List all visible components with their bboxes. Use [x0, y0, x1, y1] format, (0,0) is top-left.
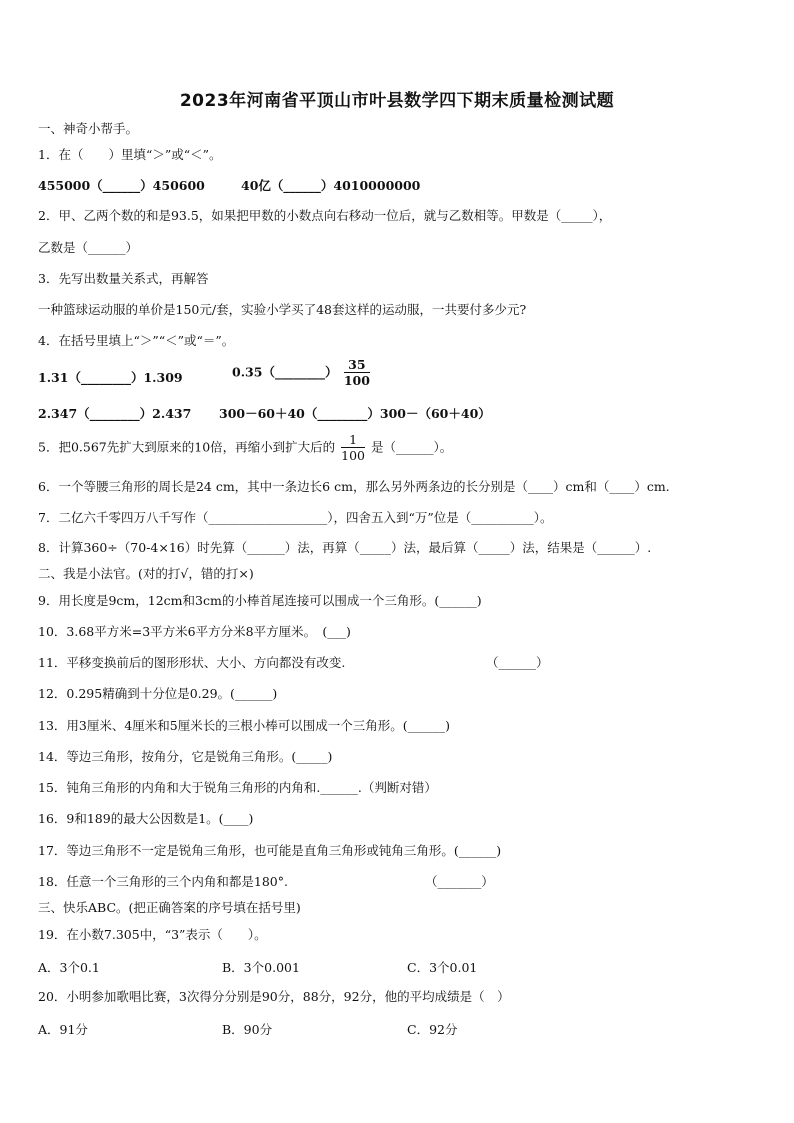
question-17: 17．等边三角形不一定是锐角三角形，也可能是直角三角形或钝角三角形。(______): [38, 843, 502, 858]
question-11: 11．平移变换前后的图形形状、大小、方向都没有改变.: [38, 655, 346, 670]
question-19: 19．在小数7.305中，“3”表示（ ）。: [38, 927, 267, 942]
question-20-option-c: C．92分: [407, 1022, 458, 1037]
question-5: [38, 432, 452, 463]
question-14: 14．等边三角形，按角分，它是锐角三角形。(_____): [38, 749, 333, 764]
fraction-35-100: [344, 357, 370, 388]
question-2-line2: 乙数是（______）: [38, 240, 139, 255]
question-19-option-a: A．3个0.1: [38, 960, 100, 975]
page-title: 2023年河南省平顶山市叶县数学四下期末质量检测试题: [179, 91, 615, 111]
section-2-heading: 二、我是小法官。(对的打√，错的打×): [38, 566, 254, 581]
question-4a: 1.31（________）1.309: [38, 370, 183, 385]
question-10: 10．3.68平方米=3平方米6平方分米8平方厘米。 (___): [38, 624, 351, 639]
question-5-tail: 是（______）。: [370, 439, 453, 455]
question-4b-text: 0.35（________）: [232, 364, 338, 380]
question-18: 18．任意一个三角形的三个内角和都是180°.: [38, 874, 288, 889]
question-4d: 300－60＋40（________）300－（60＋40）: [219, 406, 491, 421]
question-1: 1．在（ ）里填“＞”或“＜”。: [38, 147, 222, 162]
question-16: 16．9和189的最大公因数是1。(____): [38, 811, 254, 826]
question-2-line1: 2．甲、乙两个数的和是93.5，如果把甲数的小数点向右移动一位后，就与乙数相等。甲数是（_____），: [38, 208, 612, 223]
fraction-1-100: [341, 432, 365, 463]
question-19-option-b: B．3个0.001: [222, 960, 300, 975]
question-11-blank: （______）: [486, 655, 549, 670]
question-4: 4．在括号里填上“＞”“＜”或“＝”。: [38, 333, 235, 348]
question-6: 6．一个等腰三角形的周长是24 cm，其中一条边长6 cm，那么另外两条边的长分别是（____）cm和（____）cm.: [38, 479, 670, 494]
question-3-line2: 一种篮球运动服的单价是150元/套，实验小学买了48套这样的运动服，一共要付多少元?: [38, 302, 527, 317]
question-13: 13．用3厘米、4厘米和5厘米长的三根小棒可以围成一个三角形。(______): [38, 718, 451, 733]
question-7: 7．二亿六千零四万八千写作（___________________），四舍五入到“万”位是（__________）。: [38, 510, 553, 525]
question-4b: [232, 357, 372, 388]
question-20-option-b: B．90分: [222, 1022, 273, 1037]
question-18-blank: （_______）: [425, 874, 494, 889]
question-20: 20．小明参加歌唱比赛，3次得分分别是90分，88分，92分，他的平均成绩是（ ）: [38, 989, 510, 1004]
fraction-denominator: 100: [341, 448, 365, 463]
question-9: 9．用长度是9cm，12cm和3cm的小棒首尾连接可以围成一个三角形。(______): [38, 593, 482, 608]
question-20-option-a: A．91分: [38, 1022, 88, 1037]
question-8: 8．计算360÷（70-4×16）时先算（______）法，再算（_____）法，最后算（_____）法，结果是（______）.: [38, 540, 652, 555]
question-12: 12．0.295精确到十分位是0.29。(______): [38, 686, 278, 701]
question-1a: 455000（______）450600: [38, 178, 205, 193]
question-4c: 2.347（________）2.437: [38, 406, 192, 421]
fraction-denominator: 100: [343, 373, 370, 388]
question-15: 15．钝角三角形的内角和大于锐角三角形的内角和.______.（判断对错）: [38, 780, 437, 795]
question-19-option-c: C．3个0.01: [407, 960, 478, 975]
question-5-text: 5．把0.567先扩大到原来的10倍，再缩小到扩大后的: [38, 439, 336, 455]
fraction-numerator: 35: [344, 357, 370, 373]
section-1-heading: 一、神奇小帮手。: [38, 121, 139, 136]
fraction-numerator: 1: [341, 432, 365, 448]
question-1b: 40亿（______）4010000000: [241, 178, 421, 193]
section-3-heading: 三、快乐ABC。(把正确答案的序号填在括号里): [38, 900, 301, 915]
question-3-line1: 3．先写出数量关系式，再解答: [38, 271, 209, 286]
